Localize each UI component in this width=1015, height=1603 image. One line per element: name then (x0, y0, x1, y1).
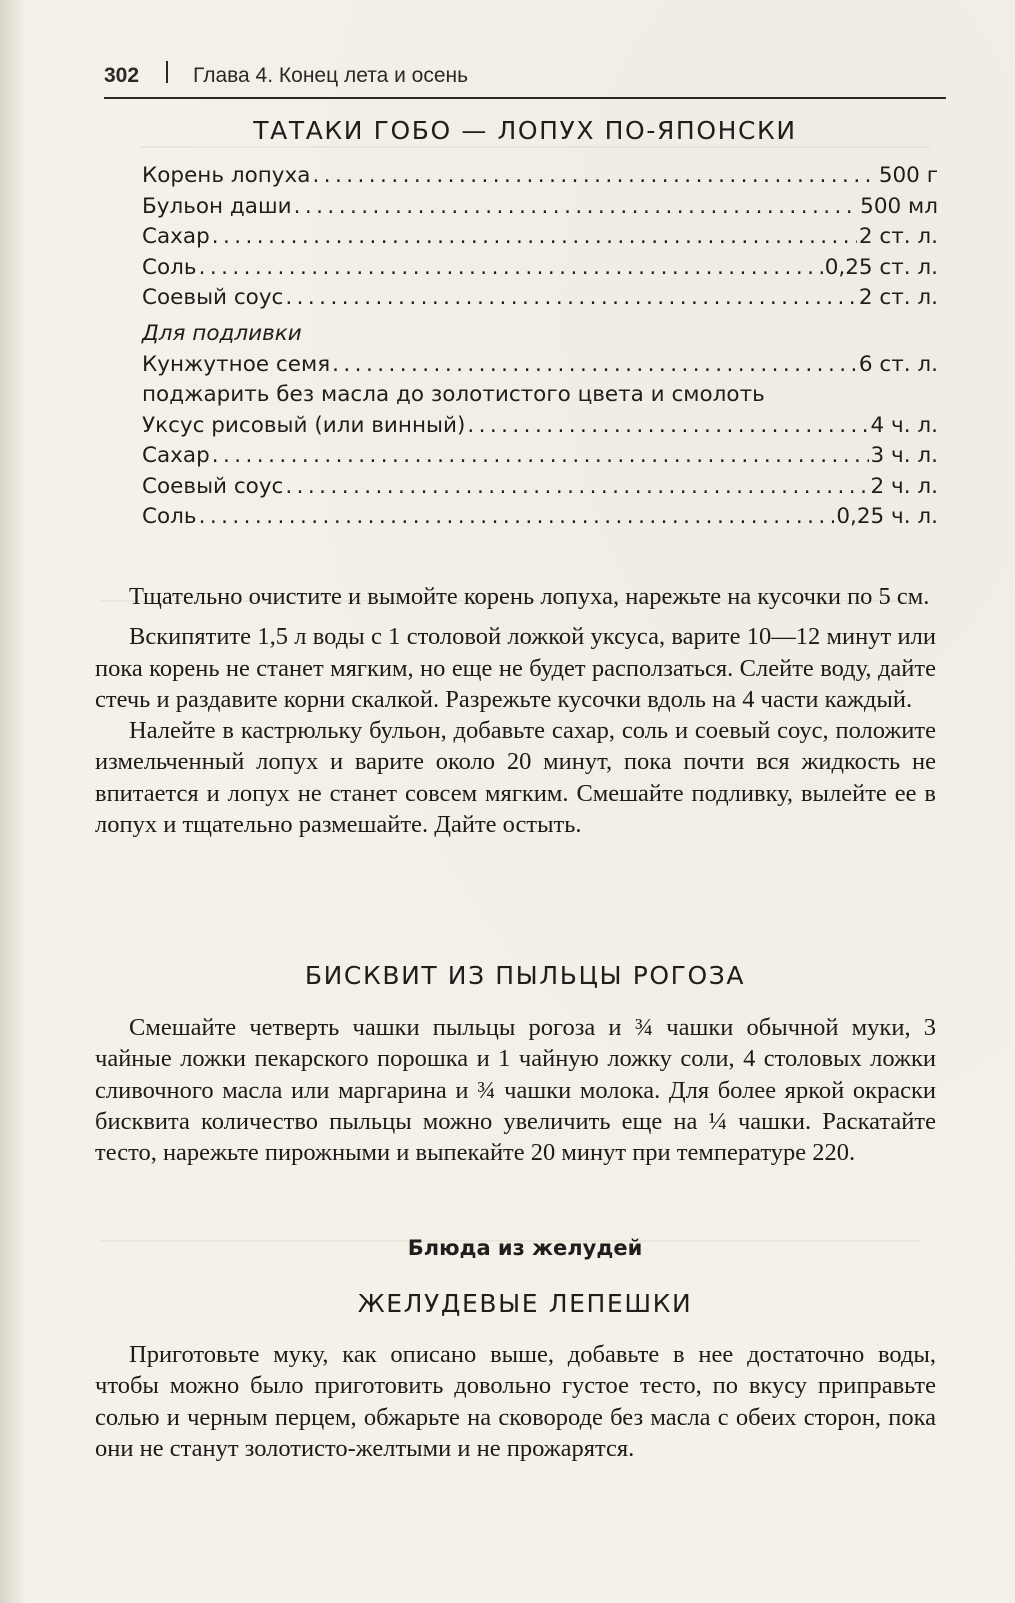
leader-dots (212, 441, 869, 472)
ingredient-quantity: 4 ч. л. (870, 412, 938, 438)
leader-dots (294, 192, 859, 223)
ingredient-name: Соевый соус (142, 473, 284, 499)
ingredient-name: Соль (142, 254, 197, 280)
leader-dots (312, 161, 876, 192)
ingredient-quantity: 6 ст. л. (858, 351, 938, 377)
recipe-title-cattail-biscuit: БИСКВИТ ИЗ ПЫЛЬЦЫ РОГОЗА (304, 961, 746, 990)
ingredient-quantity: 2 ст. л. (858, 224, 938, 249)
instruction-paragraph: Тщательно очистите и вымойте корень лопуха, нарежьте на кусочки по 5 см. (129, 583, 930, 610)
ingredient-row (142, 472, 938, 503)
ingredient-name: Корень лопуха (142, 163, 311, 188)
ingredient-row (142, 222, 938, 253)
ingredient-list (142, 161, 938, 533)
recipe-title-acorn-flatbread: ЖЕЛУДЕВЫЕ ЛЕПЕШКИ (357, 1289, 693, 1318)
instruction-paragraph: Смешайте четверть чашки пыльцы рогоза и ¾ чашки обычной муки, 3 чайные ложки пекарского порошка и 1 чайную ложку соли, 4 столовых ложки сливочного масла или маргарина и ¾ чашки молока. Для более яркой окраски бисквита количество пыльцы можно увеличить еще на ¼ чашки. Раскатайте тесто, нарежьте пирожными и выпекайте 20 минут при температуре 220. (95, 1014, 936, 1167)
running-header (104, 58, 946, 94)
leader-dots (199, 502, 835, 533)
ingredient-row (142, 253, 938, 284)
ingredient-name: Сахар (142, 443, 210, 468)
instruction-paragraph: Налейте в кастрюльку бульон, добавьте сахар, соль и соевый соус, положите измельченный лопух и варите около 20 минут, пока почти вся жидкость не впитается и лопух не станет совсем мягким. Смешайте подливку, вылейте ее в лопух и тщательно размешайте. Дайте остыть. (95, 717, 936, 839)
paragraph-gap (95, 612, 936, 621)
ingredient-name: Соевый соус (142, 285, 284, 310)
instruction-paragraph: Вскипятите 1,5 л воды с 1 столовой ложкой уксуса, варите 10—12 минут или пока корень не станет мягким, но еще не будет расползаться. Слейте воду, дайте стечь и раздавите корни скалкой. Разрежьте кусочки вдоль на 4 части каждый. (95, 623, 936, 713)
ingredient-row (142, 441, 938, 472)
leader-dots (467, 411, 868, 442)
leader-dots (199, 253, 823, 284)
leader-dots (285, 283, 857, 314)
recipe-instructions-tataki-gobo (95, 581, 936, 840)
header-separator (166, 61, 168, 83)
ingredient-quantity: 2 ст. л. (858, 285, 938, 310)
ingredient-quantity: 500 г (878, 163, 938, 188)
ingredient-row (142, 411, 938, 442)
ingredient-quantity: 0,25 ст. л. (824, 254, 938, 280)
ingredient-name: Сахар (142, 224, 210, 249)
recipe-instructions-acorn-flatbread (95, 1339, 936, 1464)
section-title-acorn-dishes: Блюда из желудей (407, 1236, 643, 1260)
sauce-group-label: Для подливки (142, 320, 302, 346)
ingredient-quantity: 500 мл (860, 193, 938, 219)
leader-dots (332, 350, 857, 381)
show-through-line (140, 146, 930, 148)
header-rule (104, 97, 946, 99)
page-number: 302 (104, 64, 140, 87)
leader-dots (212, 222, 857, 253)
ingredient-row (142, 161, 938, 192)
ingredient-row (142, 283, 938, 314)
leader-dots (285, 472, 868, 503)
ingredient-note: поджарить без масла до золотистого цвета и смолоть (142, 382, 765, 407)
ingredient-name: Бульон даши (142, 193, 292, 219)
ingredient-row (142, 502, 938, 533)
ingredient-name: Кунжутное семя (142, 351, 331, 377)
recipe-title-tataki-gobo: ТАТАКИ ГОБО — ЛОПУХ ПО-ЯПОНСКИ (253, 116, 797, 145)
recipe-instructions-cattail-biscuit (95, 1012, 936, 1168)
ingredient-quantity: 0,25 ч. л. (836, 504, 938, 529)
ingredient-quantity: 2 ч. л. (870, 473, 938, 499)
instruction-paragraph: Приготовьте муку, как описано выше, добавьте в нее достаточно воды, чтобы можно было приготовить довольно густое тесто, по вкусу приправьте солью и черным перцем, обжарьте на сковороде без масла с обеих сторон, пока они не станут золотисто-желтыми и не прожарятся. (95, 1341, 936, 1462)
page-gutter-shadow (0, 0, 26, 1603)
ingredient-name: Уксус рисовый (или винный) (142, 412, 466, 438)
ingredient-row (142, 192, 938, 223)
chapter-title: Глава 4. Конец лета и осень (193, 64, 469, 87)
ingredient-name: Соль (142, 504, 197, 529)
ingredient-row (142, 350, 938, 381)
ingredient-quantity: 3 ч. л. (870, 443, 938, 468)
